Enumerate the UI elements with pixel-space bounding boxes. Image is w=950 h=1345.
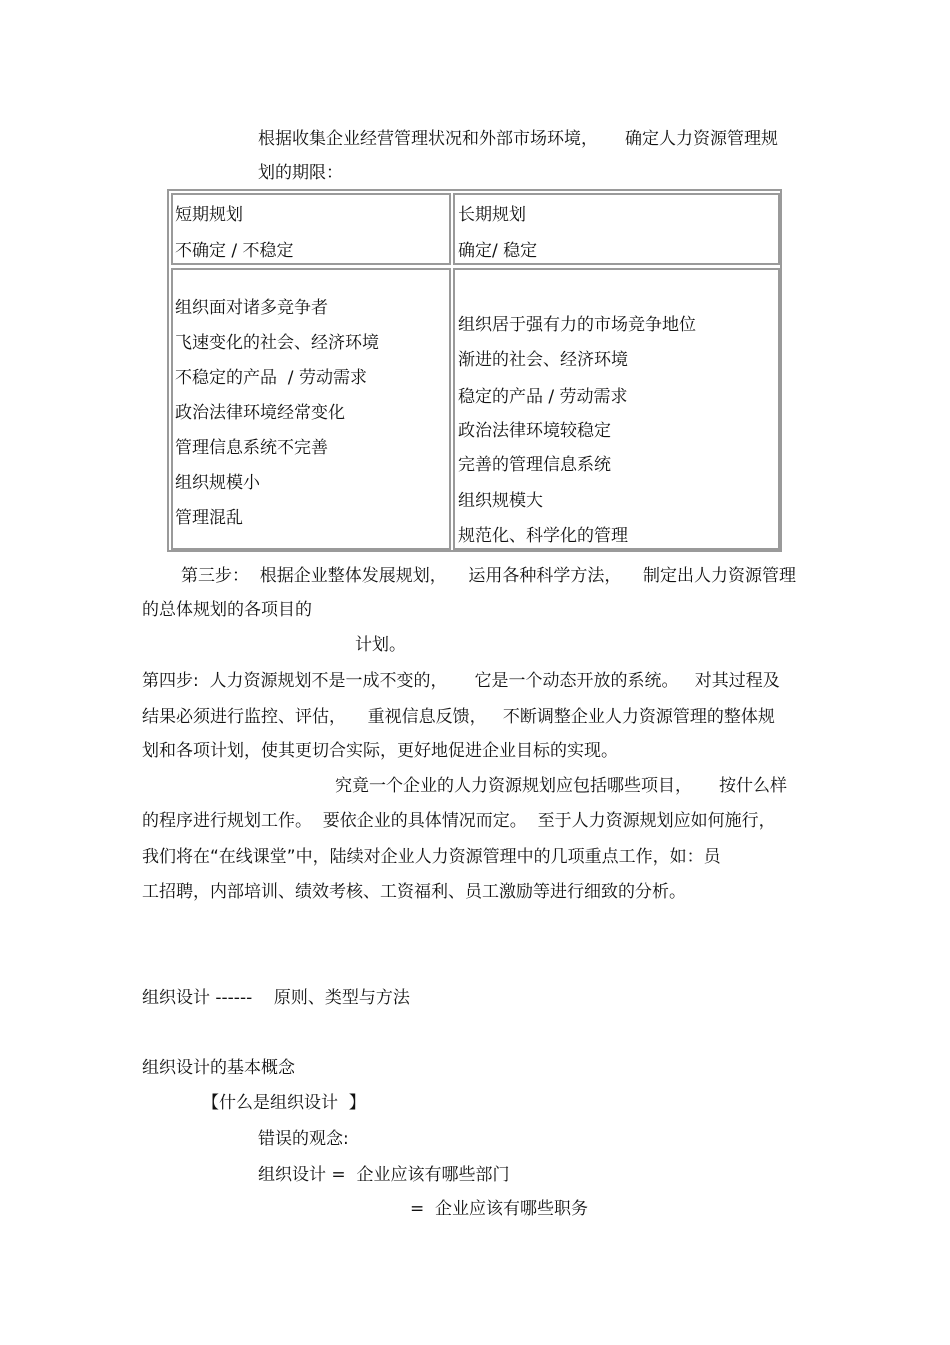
short-term-item: 不稳定的产品 / 劳动需求	[175, 368, 367, 388]
long-term-title: 长期规划	[458, 205, 526, 225]
intro-line-2: 划的期限：	[258, 163, 343, 183]
long-term-item: 政治法律环境较稳定	[458, 421, 611, 441]
long-term-item: 组织居于强有力的市场竞争地位	[458, 315, 696, 335]
equation-line-1: 组织设计 = 企业应该有哪些部门	[258, 1165, 510, 1185]
long-term-header-cell	[453, 193, 780, 265]
short-term-item: 飞速变化的社会、经济环境	[175, 333, 379, 353]
short-term-item: 组织规模小	[175, 473, 260, 493]
para-line-1: 究竟一个企业的人力资源规划应包括哪些项目， 按什么样	[335, 776, 788, 796]
intro-line-1: 根据收集企业经营管理状况和外部市场环境， 确定人力资源管理规	[258, 129, 779, 149]
long-term-body-cell	[453, 268, 780, 550]
short-term-header-cell	[171, 193, 451, 265]
wrong-concept-label: 错误的观念:	[258, 1129, 349, 1149]
long-term-subtitle: 确定/ 稳定	[458, 241, 538, 261]
section-subheading: 组织设计的基本概念	[142, 1058, 295, 1078]
short-term-item: 组织面对诸多竞争者	[175, 298, 328, 318]
equation-line-2: = 企业应该有哪些职务	[410, 1199, 589, 1219]
long-term-item: 规范化、科学化的管理	[458, 526, 628, 546]
section-heading: 组织设计 ------ 原则、类型与方法	[142, 988, 410, 1008]
short-term-subtitle: 不确定 / 不稳定	[175, 241, 294, 261]
planning-period-table	[167, 189, 782, 552]
step4-line-2: 结果必须进行监控、评估， 重视信息反馈， 不断调整企业人力资源管理的整体规	[142, 707, 775, 727]
step3-line-1: 第三步： 根据企业整体发展规划， 运用各种科学方法， 制定出人力资源管理	[181, 566, 797, 586]
short-term-item: 政治法律环境经常变化	[175, 403, 345, 423]
long-term-item: 组织规模大	[458, 491, 543, 511]
short-term-body-cell	[171, 268, 451, 550]
long-term-item: 稳定的产品 / 劳动需求	[458, 387, 628, 407]
step3-line-3: 计划。	[355, 635, 406, 655]
para-line-4: 工招聘，内部培训、绩效考核、工资福利、员工激励等进行细致的分析。	[142, 882, 686, 902]
bracket-title: 【什么是组织设计 】	[202, 1093, 366, 1113]
short-term-item: 管理信息系统不完善	[175, 438, 328, 458]
step3-line-2: 的总体规划的各项目的	[142, 600, 312, 620]
step4-line-1: 第四步: 人力资源规划不是一成不变的， 它是一个动态开放的系统。 对其过程及	[142, 671, 780, 691]
long-term-item: 渐进的社会、经济环境	[458, 350, 628, 370]
para-line-3: 我们将在“在线课堂”中，陆续对企业人力资源管理中的几项重点工作，如：员	[142, 847, 721, 867]
step4-line-3: 划和各项计划，使其更切合实际，更好地促进企业目标的实现。	[142, 741, 618, 761]
long-term-item: 完善的管理信息系统	[458, 455, 611, 475]
short-term-item: 管理混乱	[175, 508, 243, 528]
short-term-title: 短期规划	[175, 205, 243, 225]
para-line-2: 的程序进行规划工作。 要依企业的具体情况而定。 至于人力资源规划应如何施行，	[142, 811, 776, 831]
